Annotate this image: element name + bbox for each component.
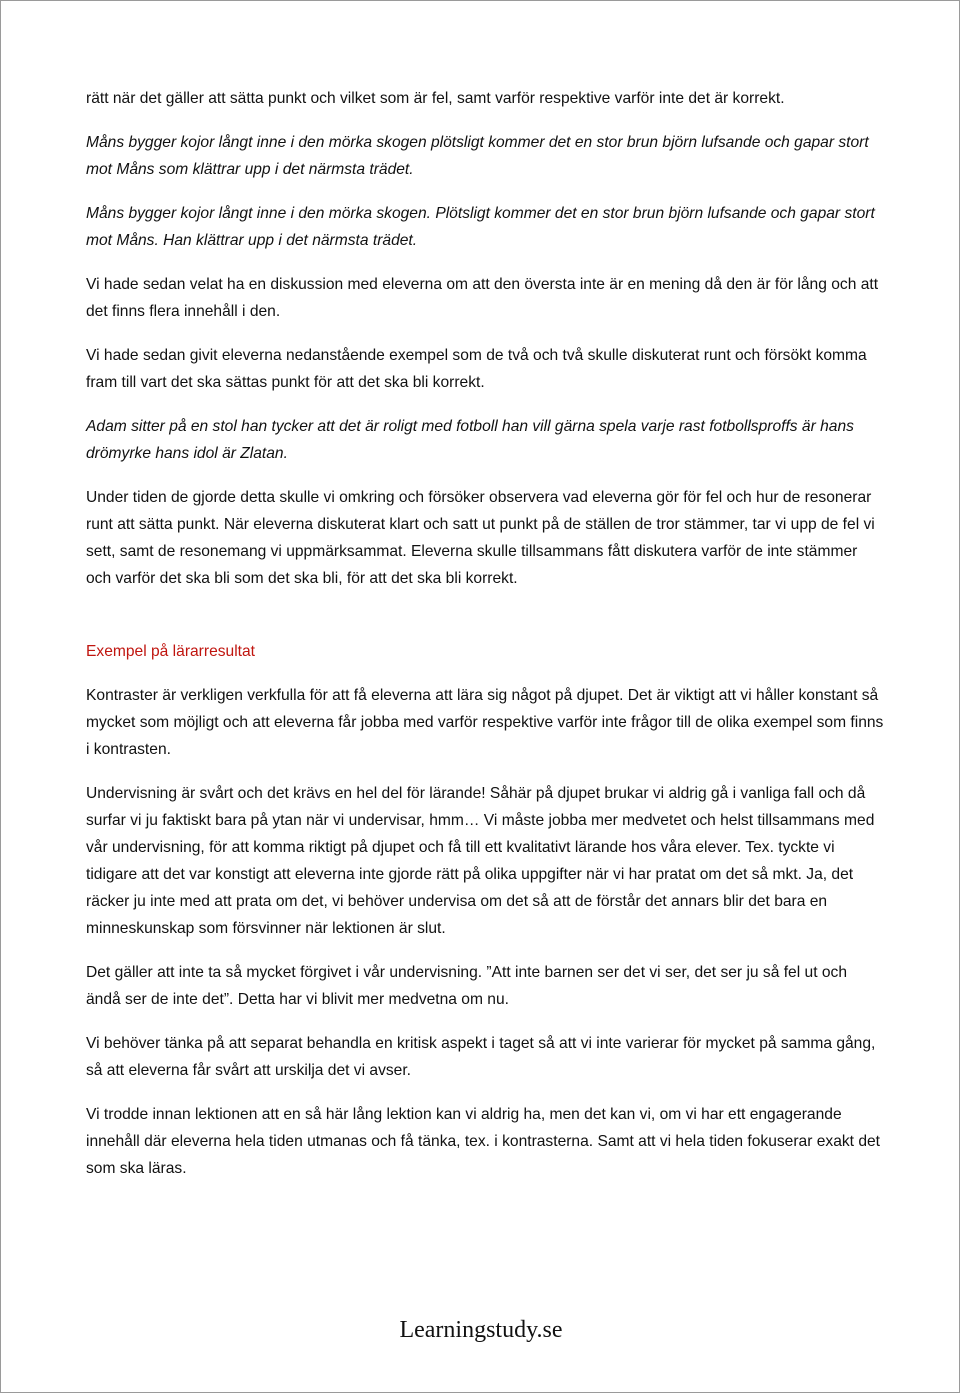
paragraph-teaching: Undervisning är svårt och det krävs en hel del för lärande! Såhär på djupet brukar vi aldrig gå i vanliga fall och då surfar vi ju faktiskt bara på ytan när vi undervisar, hmm… Vi måste jobba mer medvetet och helst tillsammans med vår undervisning, för att komma riktigt på djupet och få till ett kvalitativt lärande hos våra elever. Tex. tyckte vi tidigare att det var konstigt att eleverna inte gjorde rätt på olika uppgifter när vi har pratat om det så mkt. Ja, det räcker ju inte med att prata om det, vi behöver undervisa om det så att de förstår det annars blir det bara en minneskunskap som försvinner när lektionen är slut. — [86, 785, 875, 937]
paragraph-observation: Under tiden de gjorde detta skulle vi omkring och försöker observera vad eleverna gör för fel och hur de resonerar runt att sätta punkt. När eleverna diskuterat klart och satt ut punkt på de ställen de tror stämmer, tar vi upp de fel vi sett, samt de resonemang vi uppmärksammat. Eleverna skulle tillsammans fått diskutera varför de inte stämmer och varför det ska bli som det ska bli, för att det ska bli korrekt. — [86, 489, 875, 587]
example-sentence-unpunctuated: Måns bygger kojor långt inne i den mörka skogen plötsligt kommer det en stor brun björn lufsande och gapar stort mot Måns som klättrar upp i det närmsta trädet. — [86, 134, 869, 178]
paragraph-lesson-length: Vi trodde innan lektionen att en så här lång lektion kan vi aldrig ha, men det kan vi, om vi har ett engagerande innehåll där eleverna hela tiden utmanas och få tänka, tex. i kontrasterna. Samt att vi hela tiden fokuserar exakt det som ska läras. — [86, 1106, 881, 1177]
paragraph-discussion: Vi hade sedan velat ha en diskussion med eleverna om att den översta inte är en mening då den är för lång och att det finns flera innehåll i den. — [86, 276, 879, 320]
footer-site-name: Learningstudy.se — [399, 1317, 563, 1343]
section-heading: Exempel på lärarresultat — [86, 643, 256, 660]
example-sentence-adam: Adam sitter på en stol han tycker att det är roligt med fotboll han vill gärna spela varje rast fotbollsproffs är hans drömyrke hans idol är Zlatan. — [86, 418, 854, 462]
document-body — [86, 85, 886, 1199]
paragraph-critical-aspect: Vi behöver tänka på att separat behandla en kritisk aspekt i taget så att vi inte varierar för mycket på samma gång, så att eleverna får svårt att urskilja det vi avser. — [86, 1035, 876, 1079]
example-sentence-punctuated: Måns bygger kojor långt inne i den mörka skogen. Plötsligt kommer det en stor brun björn lufsande och gapar stort mot Måns. Han klättrar upp i det närmsta trädet. — [86, 205, 875, 249]
paragraph-contrasts: Kontraster är verkligen verkfulla för att få eleverna att lära sig något på djupet. Det är viktigt att vi håller konstant så mycket som möjligt och att eleverna får jobba med varför respektive varför inte frågor till de olika exempel som finns i kontrasten. — [86, 687, 884, 758]
paragraph-intro-continuation: rätt när det gäller att sätta punkt och vilket som är fel, samt varför respektive varför inte det är korrekt. — [86, 90, 785, 107]
paragraph-assumptions: Det gäller att inte ta så mycket förgivet i vår undervisning. ”Att inte barnen ser det vi ser, det ser ju så fel ut och ändå ser de inte det”. Detta har vi blivit mer medvetna om nu. — [86, 964, 847, 1008]
paragraph-exercise: Vi hade sedan givit eleverna nedanstående exempel som de två och två skulle diskuterat runt och försökt komma fram till vart det ska sättas punkt för att det ska bli korrekt. — [86, 347, 867, 391]
